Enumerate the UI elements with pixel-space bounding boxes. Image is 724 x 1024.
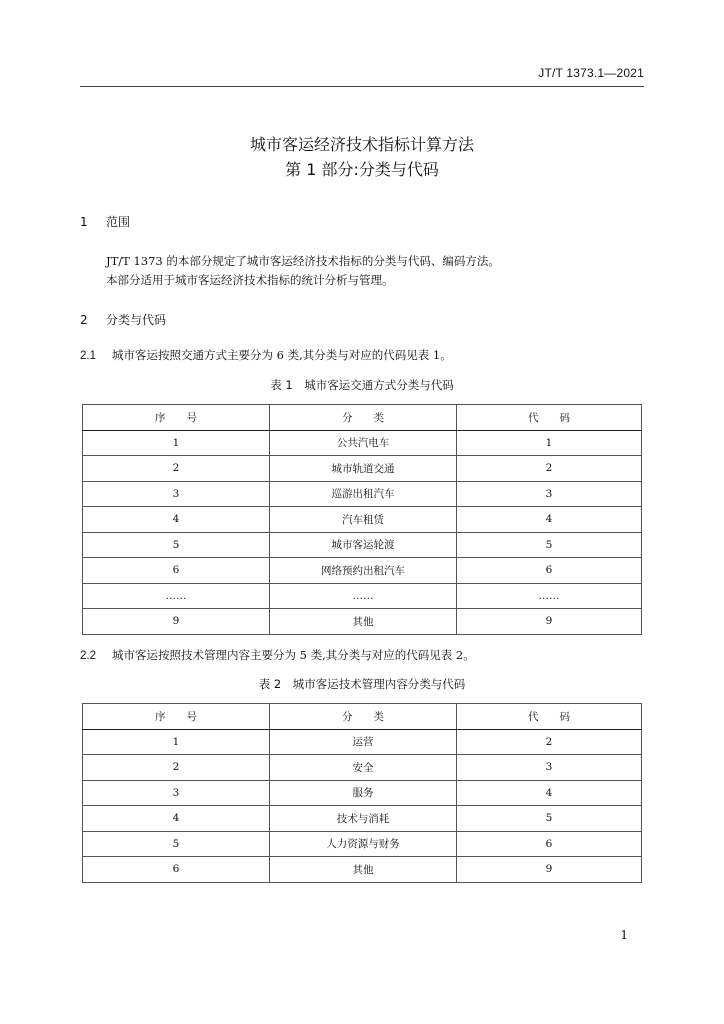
cell-code: 2 [457,456,642,482]
table-row [83,558,642,584]
cell-seq: 6 [83,558,270,584]
cell-code: 5 [457,532,642,558]
cell-seq: 2 [83,456,270,482]
table-row [83,806,642,832]
cell-code: 6 [457,831,642,857]
table-row [83,481,642,507]
section-title: 范围 [106,215,131,229]
table-row [83,831,642,857]
header-cell-code: 代 码 [457,405,642,431]
table-1 [82,404,642,635]
cell-category: 城市客运轮渡 [270,532,457,558]
page-number: 1 [620,928,628,942]
cell-category: 城市轨道交通 [270,456,457,482]
table-row [83,507,642,533]
cell-seq: 6 [83,857,270,883]
subsection-2-2 [80,647,475,663]
cell-code: 2 [457,729,642,755]
header-cell-code: 代 码 [457,704,642,730]
cell-seq: 2 [83,755,270,781]
cell-category: 人力资源与财务 [270,831,457,857]
cell-seq: 1 [83,729,270,755]
section-1-heading [80,213,130,230]
header-divider [80,86,644,87]
cell-code: …… [457,583,642,609]
cell-category: 技术与消耗 [270,806,457,832]
header-cell-seq: 序 号 [83,405,270,431]
cell-category: 汽车租赁 [270,507,457,533]
scope-paragraph-2: 本部分适用于城市客运经济技术指标的统计分析与管理。 [106,273,394,287]
cell-seq: 5 [83,831,270,857]
subsection-text: 城市客运按照技术管理内容主要分为 5 类,其分类与对应的代码见表 2。 [112,648,475,662]
cell-seq: 3 [83,481,270,507]
table-row [83,780,642,806]
table-row [83,755,642,781]
table-header-row [83,405,642,431]
subsection-number: 2.1 [80,350,96,362]
cell-seq: 4 [83,507,270,533]
cell-code: 1 [457,430,642,456]
cell-category: 巡游出租汽车 [270,481,457,507]
subsection-2-1 [80,347,452,363]
header-cell-category: 分 类 [270,704,457,730]
section-title: 分类与代码 [106,313,167,327]
cell-category: …… [270,583,457,609]
table-row [83,729,642,755]
cell-seq: 5 [83,532,270,558]
cell-code: 4 [457,780,642,806]
subsection-text: 城市客运按照交通方式主要分为 6 类,其分类与对应的代码见表 1。 [112,348,452,362]
cell-category: 安全 [270,755,457,781]
cell-code: 6 [457,558,642,584]
table-row [83,609,642,635]
cell-seq: 1 [83,430,270,456]
cell-code: 3 [457,481,642,507]
section-2-heading [80,311,166,328]
cell-code: 5 [457,806,642,832]
cell-category: 服务 [270,780,457,806]
cell-seq: 9 [83,609,270,635]
subsection-number: 2.2 [80,650,96,662]
cell-category: 网络预约出租汽车 [270,558,457,584]
table-row [83,456,642,482]
document-code: JT/T 1373.1—2021 [538,66,644,80]
header-cell-seq: 序 号 [83,704,270,730]
table-header-row [83,704,642,730]
table-2 [82,703,642,883]
table-row [83,532,642,558]
scope-paragraph-1: JT/T 1373 的本部分规定了城市客运经济技术指标的分类与代码、编码方法。 [106,254,500,268]
header-cell-category: 分 类 [270,405,457,431]
cell-code: 3 [457,755,642,781]
cell-seq: …… [83,583,270,609]
cell-category: 公共汽电车 [270,430,457,456]
table-row [83,583,642,609]
cell-seq: 3 [83,780,270,806]
table-row [83,430,642,456]
cell-category: 其他 [270,609,457,635]
section-number: 1 [80,215,88,229]
section-number: 2 [80,313,88,327]
table-2-caption: 表 2 城市客运技术管理内容分类与代码 [258,677,466,691]
cell-code: 9 [457,609,642,635]
cell-code: 4 [457,507,642,533]
cell-category: 其他 [270,857,457,883]
table-row [83,857,642,883]
cell-category: 运营 [270,729,457,755]
cell-seq: 4 [83,806,270,832]
document-subtitle: 第 1 部分:分类与代码 [285,160,439,179]
document-title: 城市客运经济技术指标计算方法 [249,135,474,154]
table-1-caption: 表 1 城市客运交通方式分类与代码 [270,378,454,392]
cell-code: 9 [457,857,642,883]
